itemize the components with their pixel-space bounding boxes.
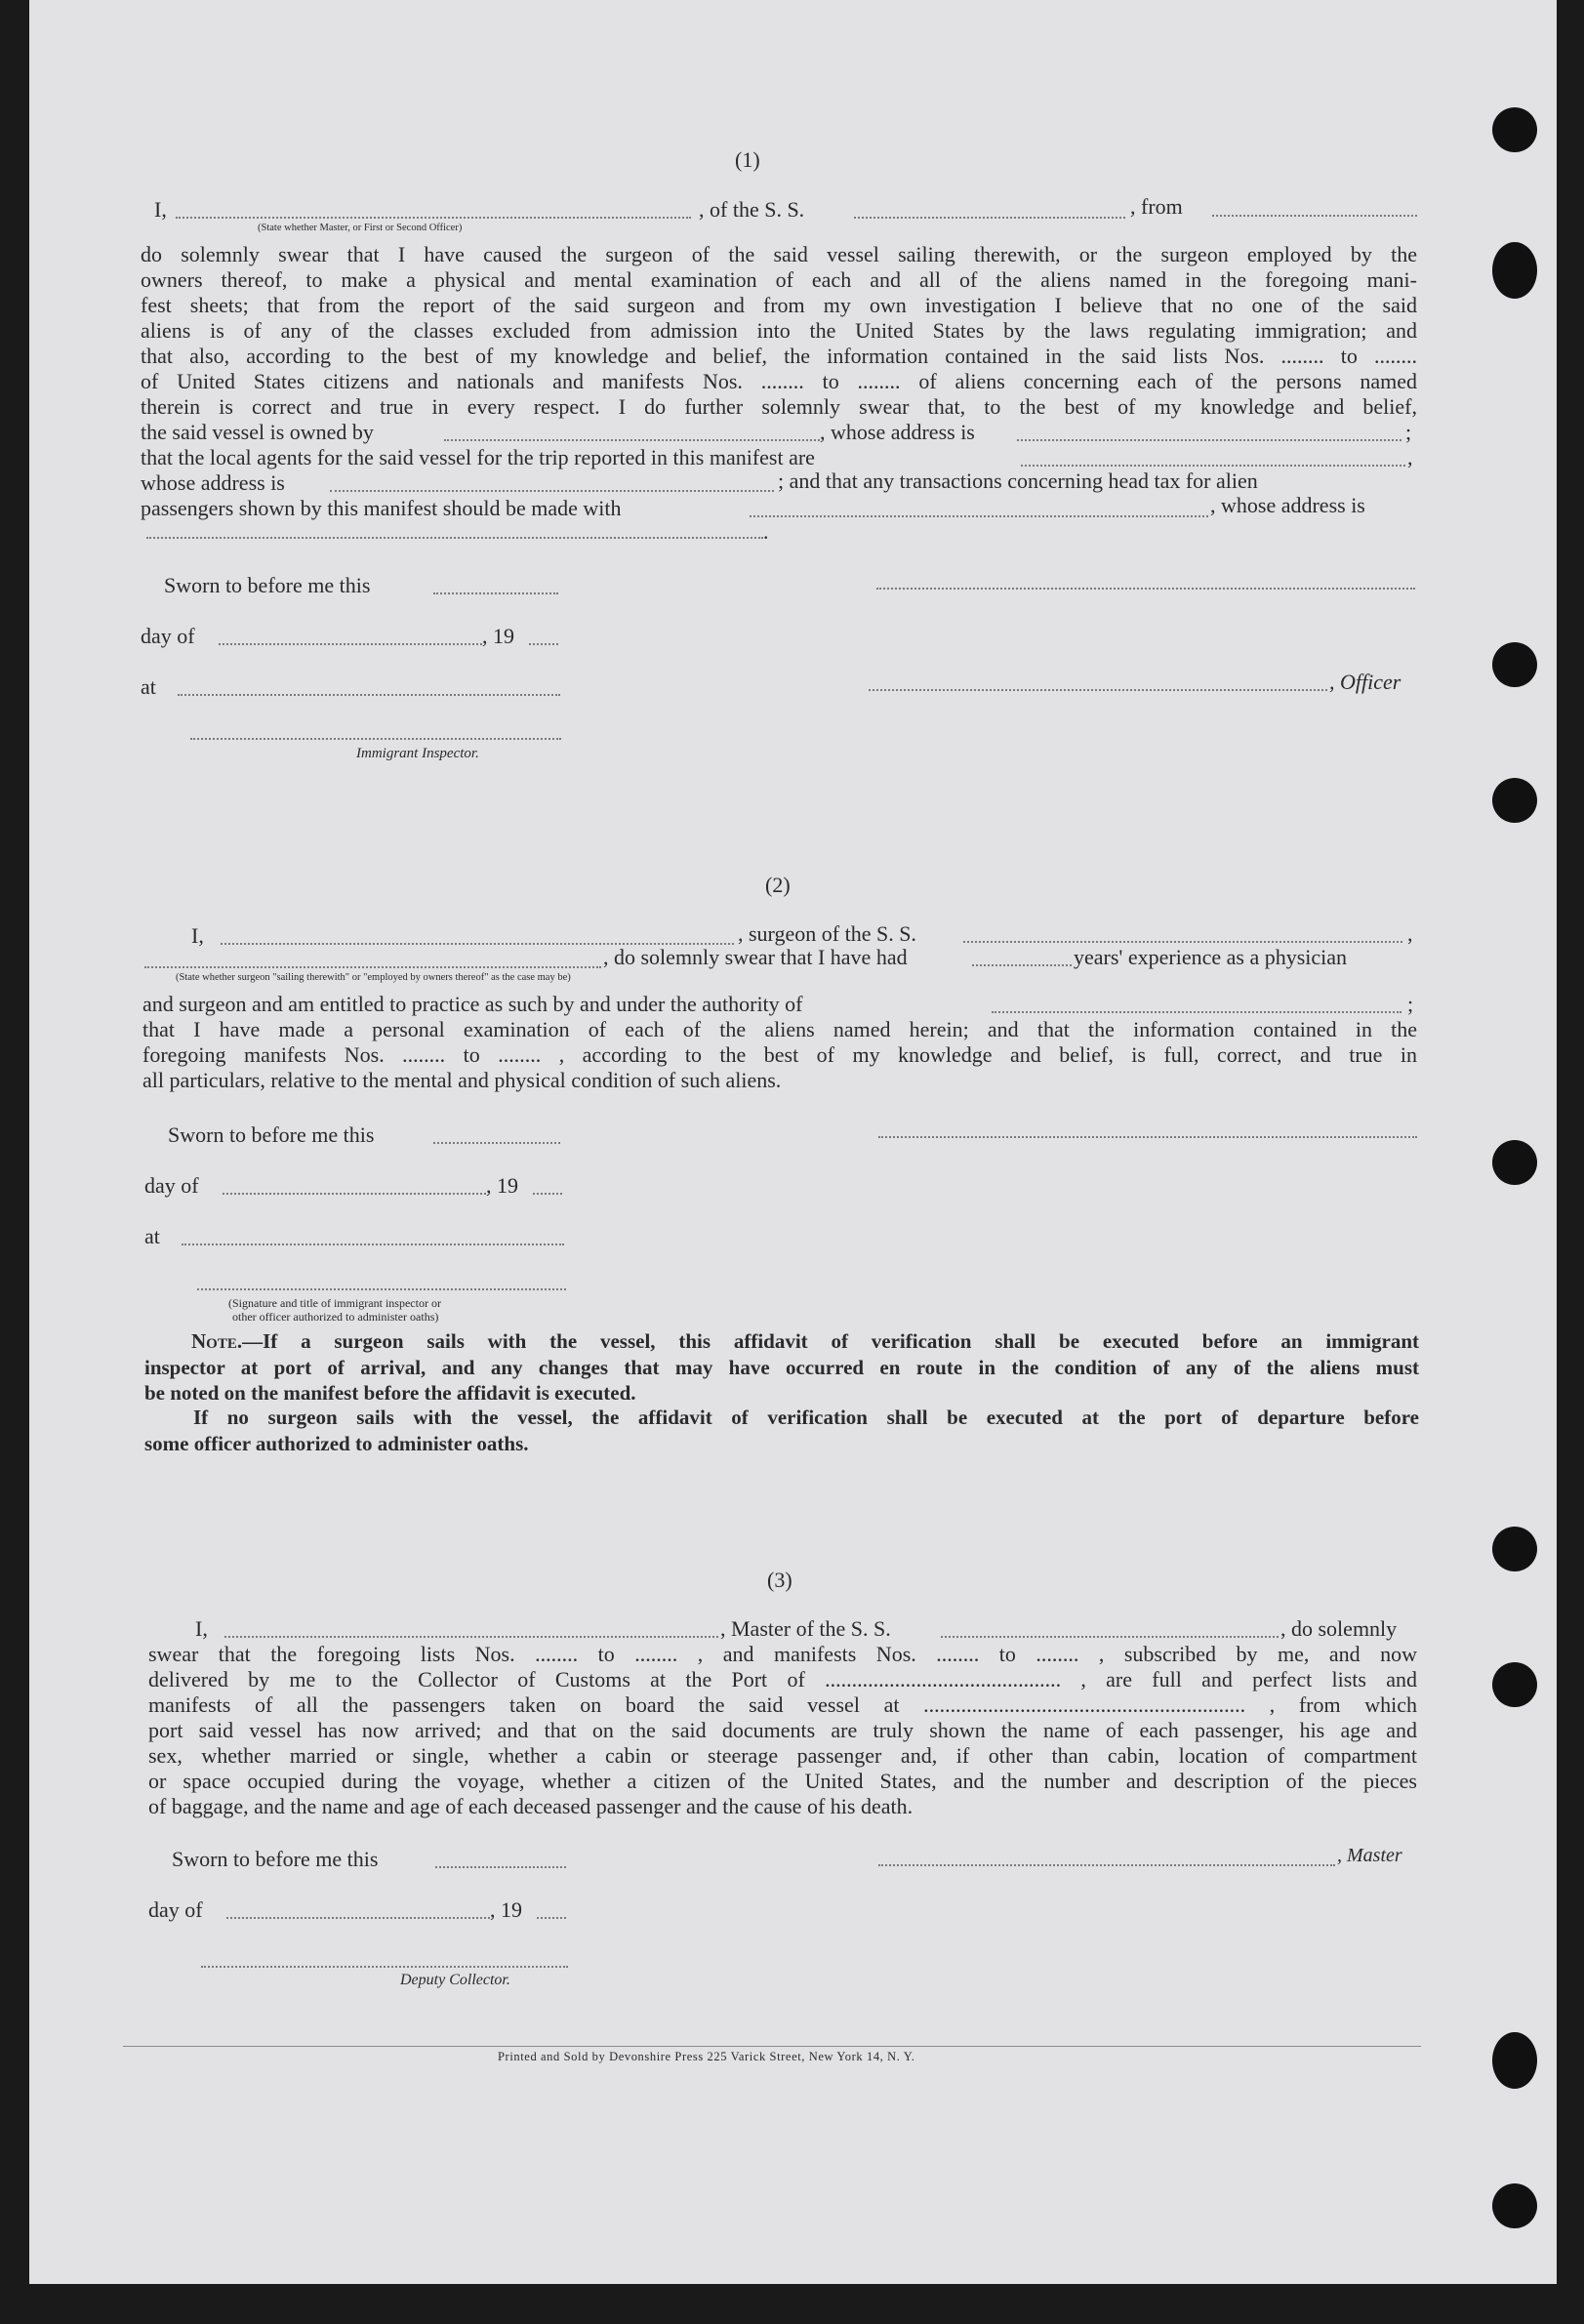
sec2-swear-text: , do solemnly swear that I have had: [603, 945, 908, 969]
punch-hole: [1492, 1140, 1537, 1185]
printer-imprint: Printed and Sold by Devonshire Press 225 Varick Street, New York 14, N. Y.: [498, 2050, 915, 2063]
sec2-year: , 19: [486, 1173, 518, 1198]
sec2-at-label: at: [144, 1224, 160, 1248]
punch-hole: [1492, 642, 1537, 687]
blank-sworn-month: [223, 1193, 486, 1195]
blank-sworn-year: [529, 643, 558, 645]
blank-sworn-place: [178, 694, 560, 696]
sec2-sworn-label: Sworn to before me this: [168, 1122, 375, 1147]
sec1-line: fest sheets; that from the report of the said surgeon and from my own investigation I believe that no one of the said: [141, 293, 1417, 317]
section-1-heading: (1): [735, 147, 760, 172]
sec1-line: aliens is of any of the classes excluded from admission into the United States by the laws regulating immigration; and: [141, 318, 1417, 343]
sec1-line: that also, according to the best of my knowledge and belief, the information contained in the said lists Nos. ........ to ........: [141, 344, 1417, 368]
sec1-i: I,: [154, 197, 167, 222]
sec1-semicolon: ;: [1405, 420, 1412, 444]
sec1-line: do solemnly swear that I have caused the surgeon of the said vessel sailing therewith, or the surgeon employed by the: [141, 242, 1417, 266]
signature-line-inspector: [190, 738, 561, 740]
sec1-officer-label: , Officer: [1329, 670, 1401, 694]
blank-vessel-name: [854, 217, 1125, 219]
sec1-line: of United States citizens and nationals and manifests Nos. ........ to ........ of aliens concerning each of the persons named: [141, 369, 1417, 393]
signature-line-deputy-collector: [201, 1966, 568, 1968]
blank-agents: [1021, 465, 1405, 467]
blank-from-port: [1212, 215, 1417, 217]
signature-line-officer: [876, 588, 1415, 590]
sec2-signature-note-2: other officer authorized to administer oaths): [232, 1310, 439, 1324]
sec2-authority-text: and surgeon and am entitled to practice as such by and under the authority of: [142, 992, 803, 1016]
sec2-line: that I have made a personal examination of each of the aliens named herein; and that the information contained in the: [142, 1017, 1417, 1041]
sec3-line: or space occupied during the voyage, whether a citizen of the United States, and the number and description of the pieces: [148, 1769, 1417, 1793]
sec1-period: .: [763, 519, 769, 544]
blank-sworn-year: [537, 1917, 566, 1919]
note-line: inspector at port of arrival, and any changes that may have occurred en route in the condition of any of the aliens must: [144, 1356, 1419, 1379]
sec2-surgeon-note: (State whether surgeon "sailing therewith" or "employed by owners thereof" as the case may be): [176, 972, 571, 983]
sec3-line: port said vessel has now arrived; and that on the said documents are truly shown the name of each passenger, his age and: [148, 1718, 1417, 1742]
sec1-officer-note: (State whether Master, or First or Second Officer): [258, 223, 463, 233]
sec3-master-label: , Master: [1337, 1845, 1402, 1866]
sec1-inspector-label: Immigrant Inspector.: [356, 746, 479, 761]
sec3-i: I,: [195, 1616, 208, 1641]
sec1-owner-address-label: , whose address is: [820, 420, 975, 444]
note-line: some officer authorized to administer oaths.: [144, 1432, 529, 1455]
sec3-line: manifests of all the passengers taken on board the said vessel at ............................................................ , from which: [148, 1692, 1417, 1717]
sec3-line: swear that the foregoing lists Nos. ........ to ........ , and manifests Nos. ........ to ........ , subscribed by me, and now: [148, 1642, 1417, 1666]
note-line: be noted on the manifest before the affidavit is executed.: [144, 1381, 636, 1405]
sec2-comma: ,: [1407, 921, 1413, 946]
punch-hole: [1492, 242, 1537, 299]
blank-sworn-day: [433, 592, 558, 594]
signature-line-administering-officer: [197, 1288, 566, 1290]
sec2-semicolon: ;: [1407, 992, 1414, 1016]
blank-sworn-day: [433, 1142, 560, 1144]
section-2-heading: (2): [765, 873, 791, 897]
signature-line-surgeon: [878, 1136, 1417, 1138]
sec1-line: therein is correct and true in every respect. I do further solemnly swear that, to the best of my knowledge and belief,: [141, 394, 1417, 419]
blank-head-tax-address: [146, 537, 763, 539]
sec1-agents-address-label: whose address is: [141, 470, 285, 495]
punch-hole: [1492, 778, 1537, 823]
blank-agents-address: [330, 490, 774, 492]
sec3-master-of-ss: , Master of the S. S.: [720, 1616, 891, 1641]
blank-years-experience: [972, 964, 1072, 966]
sec1-line: owners thereof, to make a physical and mental examination of each and all of the aliens named in the foregoing mani-: [141, 267, 1417, 292]
blank-officer-name: [176, 217, 691, 219]
sec3-swear: , do solemnly: [1280, 1616, 1398, 1641]
note-line: [191, 1329, 1419, 1354]
blank-owner-address: [1017, 439, 1401, 441]
punch-hole: [1492, 1527, 1537, 1571]
sec1-agents-label: that the local agents for the said vessel for the trip reported in this manifest are: [141, 445, 815, 469]
section-3-heading: (3): [767, 1568, 792, 1592]
sec1-owned-label: the said vessel is owned by: [141, 420, 374, 444]
bleed-through-text: [771, 109, 781, 139]
sec2-line: all particulars, relative to the mental and physical condition of such aliens.: [142, 1068, 782, 1092]
punch-hole: [1492, 107, 1537, 152]
blank-sworn-place: [182, 1244, 564, 1245]
sec1-year: , 19: [482, 624, 514, 648]
sec3-day-of-label: day of: [148, 1897, 203, 1922]
sec2-day-of-label: day of: [144, 1173, 199, 1198]
sec3-line: sex, whether married or single, whether a cabin or steerage passenger and, if other than cabin, location of compartment: [148, 1743, 1417, 1768]
note-label: Note.: [191, 1329, 243, 1353]
sec1-whose-address: , whose address is: [1210, 493, 1365, 517]
sec1-head-tax-text: ; and that any transactions concerning head tax for alien: [778, 469, 1258, 493]
sec3-line: of baggage, and the name and age of each deceased passenger and the cause of his death.: [148, 1794, 914, 1818]
blank-sworn-year: [533, 1193, 562, 1195]
sec2-signature-note-1: (Signature and title of immigrant inspector or: [228, 1296, 441, 1310]
blank-master-name: [224, 1636, 718, 1638]
blank-sworn-day: [435, 1866, 566, 1868]
punch-hole: [1492, 1662, 1537, 1707]
sec1-comma: ,: [1407, 445, 1413, 469]
sec1-sworn-label: Sworn to before me this: [164, 573, 371, 597]
sec3-line: delivered by me to the Collector of Customs at the Port of ............................................ , are full and perfect lists and: [148, 1667, 1417, 1692]
note-text: —If a surgeon sails with the vessel, this affidavit of verification shall be executed before an immigrant: [242, 1329, 1419, 1353]
blank-sworn-month: [219, 643, 482, 645]
sec2-i: I,: [191, 923, 204, 948]
sec1-of-ss: , of the S. S.: [699, 197, 805, 222]
sec1-passengers-text: passengers shown by this manifest should be made with: [141, 496, 622, 520]
footer-rule: [123, 2046, 1421, 2047]
document-page: [29, 0, 1557, 2284]
sec1-day-of-label: day of: [141, 624, 195, 648]
blank-surgeon-vessel: [963, 941, 1402, 943]
punch-hole: [1492, 2032, 1537, 2089]
sec2-surgeon-of-ss: , surgeon of the S. S.: [738, 921, 916, 946]
signature-line-officer-title: [869, 689, 1327, 691]
blank-authority: [992, 1011, 1401, 1013]
sec2-years-text: years' experience as a physician: [1074, 945, 1348, 969]
blank-head-tax-party: [750, 515, 1208, 517]
sec1-at-label: at: [141, 674, 156, 699]
sec3-year: , 19: [490, 1897, 522, 1922]
blank-master-vessel: [941, 1636, 1279, 1638]
sec3-sworn-label: Sworn to before me this: [172, 1847, 379, 1871]
punch-hole: [1492, 2183, 1537, 2228]
signature-line-master: [878, 1864, 1335, 1866]
blank-surgeon-status: [144, 966, 601, 968]
sec1-from: , from: [1130, 194, 1183, 219]
note-line: If no surgeon sails with the vessel, the affidavit of verification shall be executed at the port of departure before: [193, 1406, 1419, 1429]
sec2-line: foregoing manifests Nos. ........ to ........ , according to the best of my knowledge and belief, is full, correct, and true in: [142, 1042, 1417, 1067]
sec3-deputy-label: Deputy Collector.: [400, 1972, 510, 1988]
blank-sworn-month: [226, 1917, 490, 1919]
blank-owner: [444, 439, 820, 441]
